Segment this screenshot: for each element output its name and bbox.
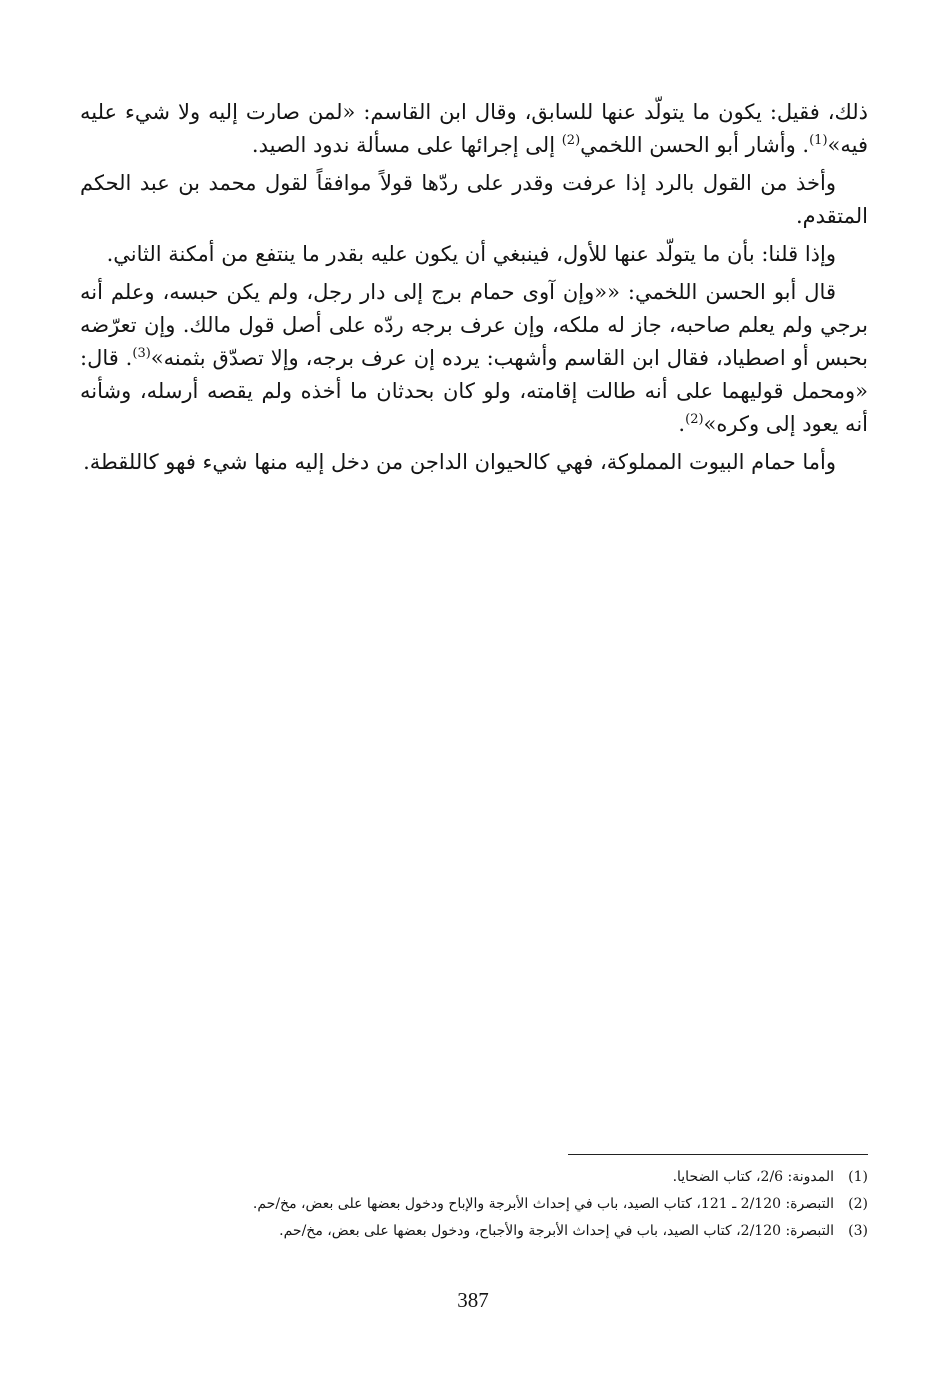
paragraph-4-text-a: قال أبو الحسن اللخمي: ««وإن آوى حمام برج إلى دار رجل، ولم يكن حبسه، وعلم أنه برجي ولم يعلم صاحبه، جاز له ملكه، وإن عرف برجه ردّه على أصل قول مالك. وإن تعرّضه بحبس أو اصطياد، فقال ابن القاسم وأشهب: يرده إن عرف برجه، وإلا تصدّق بثمنه» <box>80 280 869 370</box>
paragraph-4 <box>80 276 868 441</box>
footnote-1 <box>100 1164 868 1191</box>
paragraph-1-text-a: ذلك، فقيل: يكون ما يتولّد عنها للسابق، وقال ابن القاسم: «لمن صارت إليه ولا شيء عليه فيه» <box>80 100 868 157</box>
page-number: 387 <box>457 1288 489 1312</box>
footnote-text: التبصرة: 2/120 ـ 121، كتاب الصيد، باب في إحداث الأبرجة والإباح ودخول بعضها على بعض، مخ/حم. <box>252 1196 834 1212</box>
footnote-ref[interactable]: (2) <box>685 412 704 427</box>
footnote-number: (1) <box>848 1169 868 1185</box>
footnote-ref[interactable]: (1) <box>809 133 828 148</box>
paragraph-1 <box>80 96 868 162</box>
footnote-text: التبصرة: 2/120، كتاب الصيد، باب في إحداث الأبرجة والأجباح، ودخول بعضها على بعض، مخ/حم. <box>279 1223 834 1239</box>
paragraph-4-text-b: . قال: «ومحمل قوليهما على أنه طالت إقامته، ولو كان بحدثان ما أخذه ولم يقصه أرسله، وشأنه أنه يعود إلى وكره» <box>80 346 868 436</box>
footnote-3 <box>100 1218 868 1245</box>
paragraph-1-text-b: . وأشار أبو الحسن اللخمي <box>580 133 810 157</box>
paragraph-1-text-c: إلى إجرائها على مسألة ندود الصيد. <box>251 133 562 157</box>
footnotes <box>100 1164 868 1245</box>
footnote-ref[interactable]: (2) <box>561 133 581 148</box>
paragraph-5-text: وأما حمام البيوت المملوكة، فهي كالحيوان الداجن من دخل إليه منها شيء فهو كاللقطة. <box>83 450 836 474</box>
paragraph-3-text: وإذا قلنا: بأن ما يتولّد عنها للأول، فينبغي أن يكون عليه بقدر ما ينتفع من أمكنة الثاني. <box>106 242 836 266</box>
paragraph-2 <box>80 167 868 233</box>
footnote-number: (3) <box>848 1223 868 1239</box>
footnote-divider <box>568 1154 868 1155</box>
footnote-text: المدونة: 2/6، كتاب الضحايا. <box>672 1169 834 1185</box>
paragraph-3 <box>80 238 868 271</box>
footnote-ref[interactable]: (3) <box>132 346 151 361</box>
paragraph-2-text: وأخذ من القول بالرد إذا عرفت وقدر على ردّها قولاً موافقاً لقول محمد بن عبد الحكم المتقدم. <box>80 171 868 228</box>
paragraph-5 <box>80 446 868 479</box>
footnote-number: (2) <box>848 1196 868 1212</box>
footnote-2 <box>100 1191 868 1218</box>
main-text <box>80 96 868 484</box>
paragraph-4-text-c: . <box>678 412 686 436</box>
